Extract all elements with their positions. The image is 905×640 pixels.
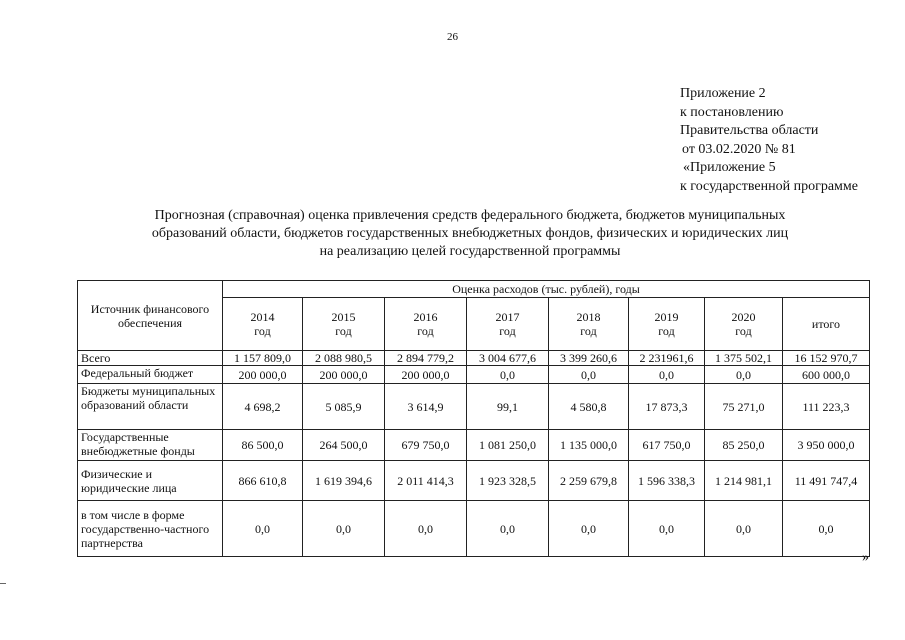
- table-cell: 0,0: [629, 366, 705, 384]
- year-header: [467, 298, 549, 351]
- appendix-line: к постановлению: [680, 104, 784, 120]
- table-cell: 86 500,0: [223, 430, 303, 461]
- year-unit: год: [499, 324, 516, 338]
- table-cell: 11 491 747,4: [783, 461, 870, 501]
- year-value: 2014: [250, 310, 275, 324]
- table-cell: 3 614,9: [385, 384, 467, 430]
- table-row: [78, 366, 870, 384]
- appendix-line: Приложение 2: [680, 86, 766, 101]
- year-value: 2015: [331, 310, 356, 324]
- table-cell: 866 610,8: [223, 461, 303, 501]
- appendix-line: к государственной программе: [680, 178, 858, 194]
- row-label: Физические и юридические лица: [78, 461, 223, 501]
- table-cell: 0,0: [783, 501, 870, 557]
- table-cell: 0,0: [303, 501, 385, 557]
- page-number: 26: [447, 31, 458, 43]
- table-cell: 2 894 779,2: [385, 351, 467, 366]
- table-cell: 0,0: [549, 501, 629, 557]
- table-cell: 1 923 328,5: [467, 461, 549, 501]
- row-label: в том числе в форме государственно-частного партнерства: [78, 501, 223, 557]
- year-unit: год: [417, 324, 434, 338]
- table-cell: 0,0: [705, 366, 783, 384]
- table-cell: 99,1: [467, 384, 549, 430]
- row-label: Бюджеты муниципальных образований области: [78, 384, 223, 430]
- appendix-line: Правительства области: [680, 123, 819, 138]
- table-cell: 111 223,3: [783, 384, 870, 430]
- table-cell: 200 000,0: [223, 366, 303, 384]
- appendix-block: [680, 85, 858, 196]
- margin-mark: [0, 583, 6, 584]
- table-cell: 2 088 980,5: [303, 351, 385, 366]
- table-cell: 200 000,0: [303, 366, 385, 384]
- year-unit: год: [254, 324, 271, 338]
- table-cell: 4 580,8: [549, 384, 629, 430]
- appendix-line: «Приложение 5: [683, 160, 776, 175]
- year-value: 2017: [495, 310, 520, 324]
- year-unit: год: [658, 324, 675, 338]
- table-cell: 264 500,0: [303, 430, 385, 461]
- table-cell: 3 950 000,0: [783, 430, 870, 461]
- table-cell: 1 135 000,0: [549, 430, 629, 461]
- year-header: [549, 298, 629, 351]
- table-cell: 200 000,0: [385, 366, 467, 384]
- year-header: [629, 298, 705, 351]
- source-header: Источник финансового обеспечения: [78, 281, 223, 351]
- table-cell: 17 873,3: [629, 384, 705, 430]
- table-row: [78, 461, 870, 501]
- table-cell: 1 375 502,1: [705, 351, 783, 366]
- row-label: Всего: [78, 351, 223, 366]
- table-cell: 1 081 250,0: [467, 430, 549, 461]
- year-unit: год: [335, 324, 352, 338]
- title-line: образований области, бюджетов государственных внебюджетных фондов, физических и юридических лиц: [151, 226, 789, 241]
- table-cell: 617 750,0: [629, 430, 705, 461]
- total-header: итого: [783, 298, 870, 351]
- table-cell: 1 619 394,6: [303, 461, 385, 501]
- table-cell: 5 085,9: [303, 384, 385, 430]
- table-cell: 0,0: [705, 501, 783, 557]
- row-label: Государственные внебюджетные фонды: [78, 430, 223, 461]
- year-unit: год: [735, 324, 752, 338]
- table-row: [78, 501, 870, 557]
- table-row: [78, 430, 870, 461]
- year-header: [705, 298, 783, 351]
- year-header: [223, 298, 303, 351]
- table-cell: 0,0: [629, 501, 705, 557]
- table-cell: 85 250,0: [705, 430, 783, 461]
- row-label: Федеральный бюджет: [78, 366, 223, 384]
- table-cell: 2 011 414,3: [385, 461, 467, 501]
- table-row: [78, 384, 870, 430]
- table-cell: 75 271,0: [705, 384, 783, 430]
- table-cell: 679 750,0: [385, 430, 467, 461]
- year-value: 2020: [731, 310, 756, 324]
- table-cell: 1 157 809,0: [223, 351, 303, 366]
- year-value: 2016: [413, 310, 438, 324]
- closing-quote: »: [862, 550, 869, 565]
- year-unit: год: [580, 324, 597, 338]
- table-cell: 0,0: [223, 501, 303, 557]
- table-cell: 2 259 679,8: [549, 461, 629, 501]
- table-cell: 3 399 260,6: [549, 351, 629, 366]
- year-value: 2019: [654, 310, 679, 324]
- year-header: [303, 298, 385, 351]
- year-value: 2018: [576, 310, 601, 324]
- financing-table: [77, 280, 870, 557]
- table-row: [78, 351, 870, 366]
- title-line: Прогнозная (справочная) оценка привлечения средств федерального бюджета, бюджетов муниципальных: [154, 208, 786, 223]
- table-cell: 0,0: [467, 501, 549, 557]
- year-header: [385, 298, 467, 351]
- table-cell: 0,0: [549, 366, 629, 384]
- table-cell: 2 231961,6: [629, 351, 705, 366]
- table-cell: 16 152 970,7: [783, 351, 870, 366]
- table-cell: 1 214 981,1: [705, 461, 783, 501]
- document-title: [80, 207, 860, 261]
- title-line: на реализацию целей государственной программы: [319, 244, 621, 259]
- table-cell: 0,0: [467, 366, 549, 384]
- table-cell: 0,0: [385, 501, 467, 557]
- appendix-line: от 03.02.2020 № 81: [682, 141, 796, 157]
- table-cell: 4 698,2: [223, 384, 303, 430]
- table-cell: 600 000,0: [783, 366, 870, 384]
- table-cell: 3 004 677,6: [467, 351, 549, 366]
- table-cell: 1 596 338,3: [629, 461, 705, 501]
- estimate-header: Оценка расходов (тыс. рублей), годы: [223, 281, 870, 298]
